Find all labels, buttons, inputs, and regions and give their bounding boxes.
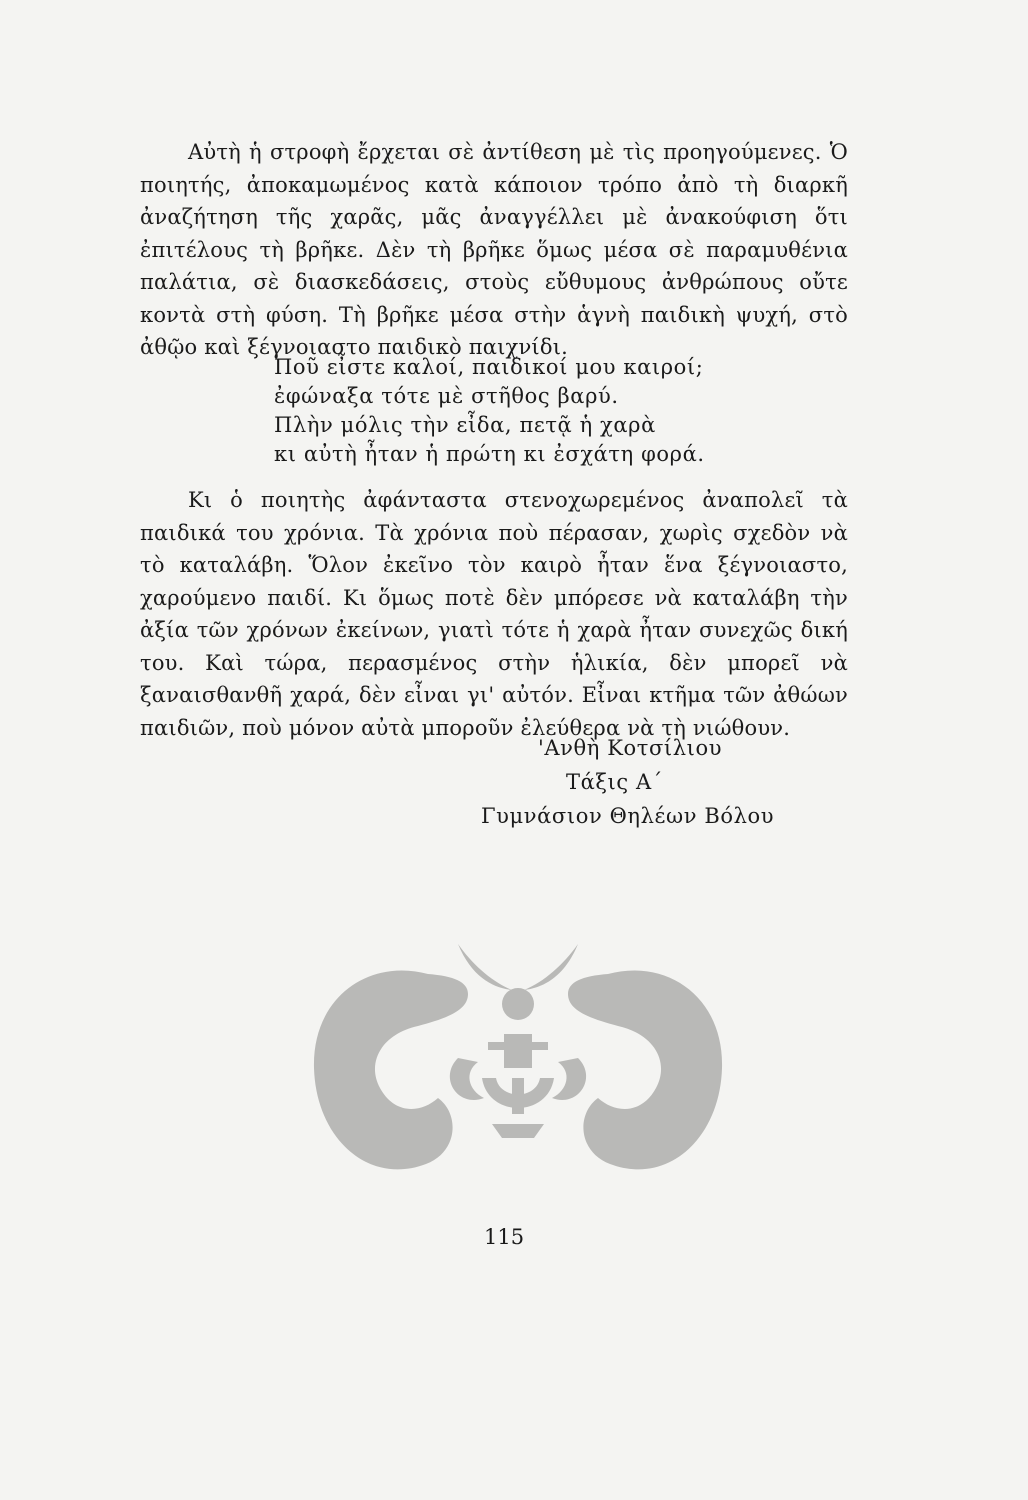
page-number: 115 [484,1225,525,1249]
poem-stanza [274,353,794,469]
paragraph-intro: Αὐτὴ ἡ στροφὴ ἔρχεται σὲ ἀντίθεση μὲ τὶς προηγούμενες. Ὁ ποιητής, ἀποκαμωμένος κατὰ κάποιον τρόπο ἀπὸ τὴ διαρκῆ ἀναζήτηση τῆς χαρᾶς, μᾶς ἀναγγέλλει μὲ ἀνακούφιση ὅτι ἐπιτέλους τὴ βρῆκε. Δὲν τὴ βρῆκε ὅμως μέσα σὲ παραμυθένια παλάτια, σὲ διασκεδάσεις, στοὺς εὔθυμους ἀνθρώπους οὔτε κοντὰ στὴ φύση. Τὴ βρῆκε μέσα στὴν ἁγνὴ παιδικὴ ψυχή, στὸ ἀθῷο καὶ ξέγνοιαστο παιδικὸ παιχνίδι. [140,140,848,359]
signature-school: Γυμνάσιον Θηλέων Βόλου [481,804,775,828]
signature-author: 'Ανθὴ Κοτσίλιου [538,736,723,760]
poem-line-4: κι αὐτὴ ἦταν ἡ πρώτη κι ἐσχάτη φορά. [274,442,705,466]
stylized-floral-emblem-icon [308,938,728,1198]
poem-line-2: ἐφώναξα τότε μὲ στῆθος βαρύ. [274,384,619,408]
poem-line-3: Πλὴν μόλις τὴν εἶδα, πετᾷ ἡ χαρὰ [274,413,656,437]
signature-class: Τάξις Α΄ [566,770,663,794]
paragraph-reflection: Κι ὁ ποιητὴς ἀφάνταστα στενοχωρεμένος ἀναπολεῖ τὰ παιδικά του χρόνια. Τὰ χρόνια ποὺ πέρασαν, χωρὶς σχεδὸν νὰ τὸ καταλάβη. Ὅλον ἐκεῖνο τὸν καιρὸ ἦταν ἕνα ξέγνοιαστο, χαρούμενο παιδί. Κι ὅμως ποτὲ δὲν μπόρεσε νὰ καταλάβη τὴν ἀξία τῶν χρόνων ἐκείνων, γιατὶ τότε ἡ χαρὰ ἦταν συνεχῶς δική του. Καὶ τώρα, περασμένος στὴν ἡλικία, δὲν μπορεῖ νὰ ξαναισθανθῆ χαρά, δὲν εἶναι γι' αὐτόν. Εἶναι κτῆμα τῶν ἀθώων παιδιῶν, ποὺ μόνον αὐτὰ μποροῦν ἐλεύθερα νὰ τὴ νιώθουν. [140,488,848,740]
poem-line-1: Ποῦ εἶστε καλοί, παιδικοί μου καιροί; [274,355,704,379]
